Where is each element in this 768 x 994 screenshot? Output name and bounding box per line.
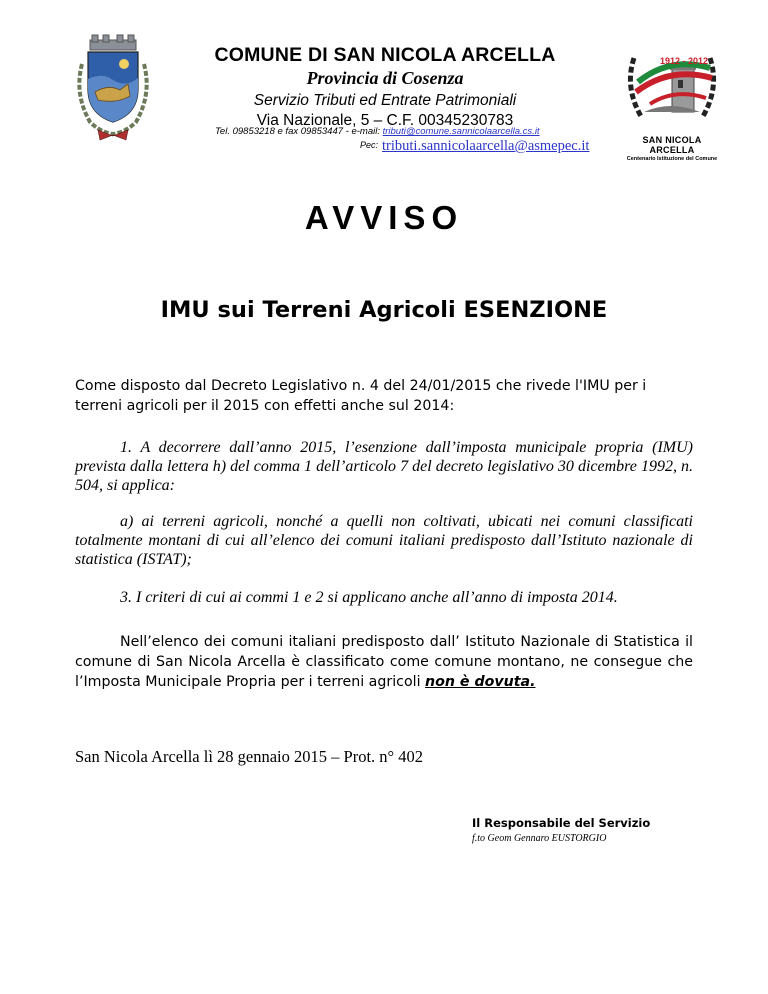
notice-title: AVVISO — [304, 199, 464, 236]
contact-line — [215, 126, 540, 137]
pec-line — [360, 137, 589, 155]
intro-paragraph: Come disposto dal Decreto Legislativo n. 4 del 24/01/2015 che rivede l'IMU per i terreni agricoli per il 2015 con effetti anche sul 2014: — [75, 378, 647, 414]
classification-paragraph — [75, 632, 693, 692]
decree-quote-1: 1. A decorrere dall’anno 2015, l’esenzione dall’imposta municipale propria (IMU) prevista dalla lettera h) del comma 1 dell’articolo 7 del decreto legislativo 30 dicembre 1992, n. 504, si applica: — [75, 439, 693, 494]
pec-link[interactable]: tributi.sannicolaarcella@asmepec.it — [382, 138, 590, 154]
logo-name: SAN NICOLA ARCELLA — [642, 135, 702, 155]
logo-banner-text: 1912 - 2012 — [660, 56, 709, 66]
decree-quote-2: a) ai terreni agricoli, nonché a quelli non coltivati, ubicati nei comuni classificati totalmente montani di cui all’elenco dei comuni italiani predisposto dall’Istituto nazionale di statistica (ISTAT); — [75, 513, 693, 568]
municipality-name: COMUNE DI SAN NICOLA ARCELLA — [214, 44, 556, 66]
province-name: Provincia di Cosenza — [306, 68, 464, 88]
signatory-name: f.to Geom Gennaro EUSTORGIO — [472, 833, 607, 844]
email-link[interactable]: tributi@comune.sannicolaarcella.cs.it — [382, 126, 540, 137]
date-protocol-line: San Nicola Arcella lì 28 gennaio 2015 – Prot. n° 402 — [75, 747, 423, 766]
centenary-logo-icon — [620, 38, 724, 130]
notice-subject: IMU sui Terreni Agricoli ESENZIONE — [160, 297, 608, 323]
municipal-crest-icon — [68, 34, 158, 142]
pec-label: Pec: — [360, 140, 379, 150]
phone-fax-text: Tel. 09853218 e fax 09853447 - e-mail: — [215, 126, 383, 137]
classification-text: Nell’elenco dei comuni italiani predisposto dall’ Istituto Nazionale di Statistica il comune di San Nicola Arcella è classificato come comune montano, ne consegue che l’Imposta Municipale Propria per i terreni agricoli — [75, 634, 693, 690]
logo-tagline: Centenario Istituzione del Comune — [626, 156, 718, 162]
office-address: Via Nazionale, 5 – C.F. 00345230783 — [256, 112, 514, 129]
not-due-emphasis: non è dovuta. — [425, 674, 536, 690]
signatory-title: Il Responsabile del Servizio — [472, 816, 651, 830]
centenary-logo — [620, 38, 724, 162]
decree-quote-3: 3. I criteri di cui ai commi 1 e 2 si applicano anche all’anno di imposta 2014. — [120, 589, 618, 606]
office-name: Servizio Tributi ed Entrate Patrimoniali — [253, 92, 517, 109]
